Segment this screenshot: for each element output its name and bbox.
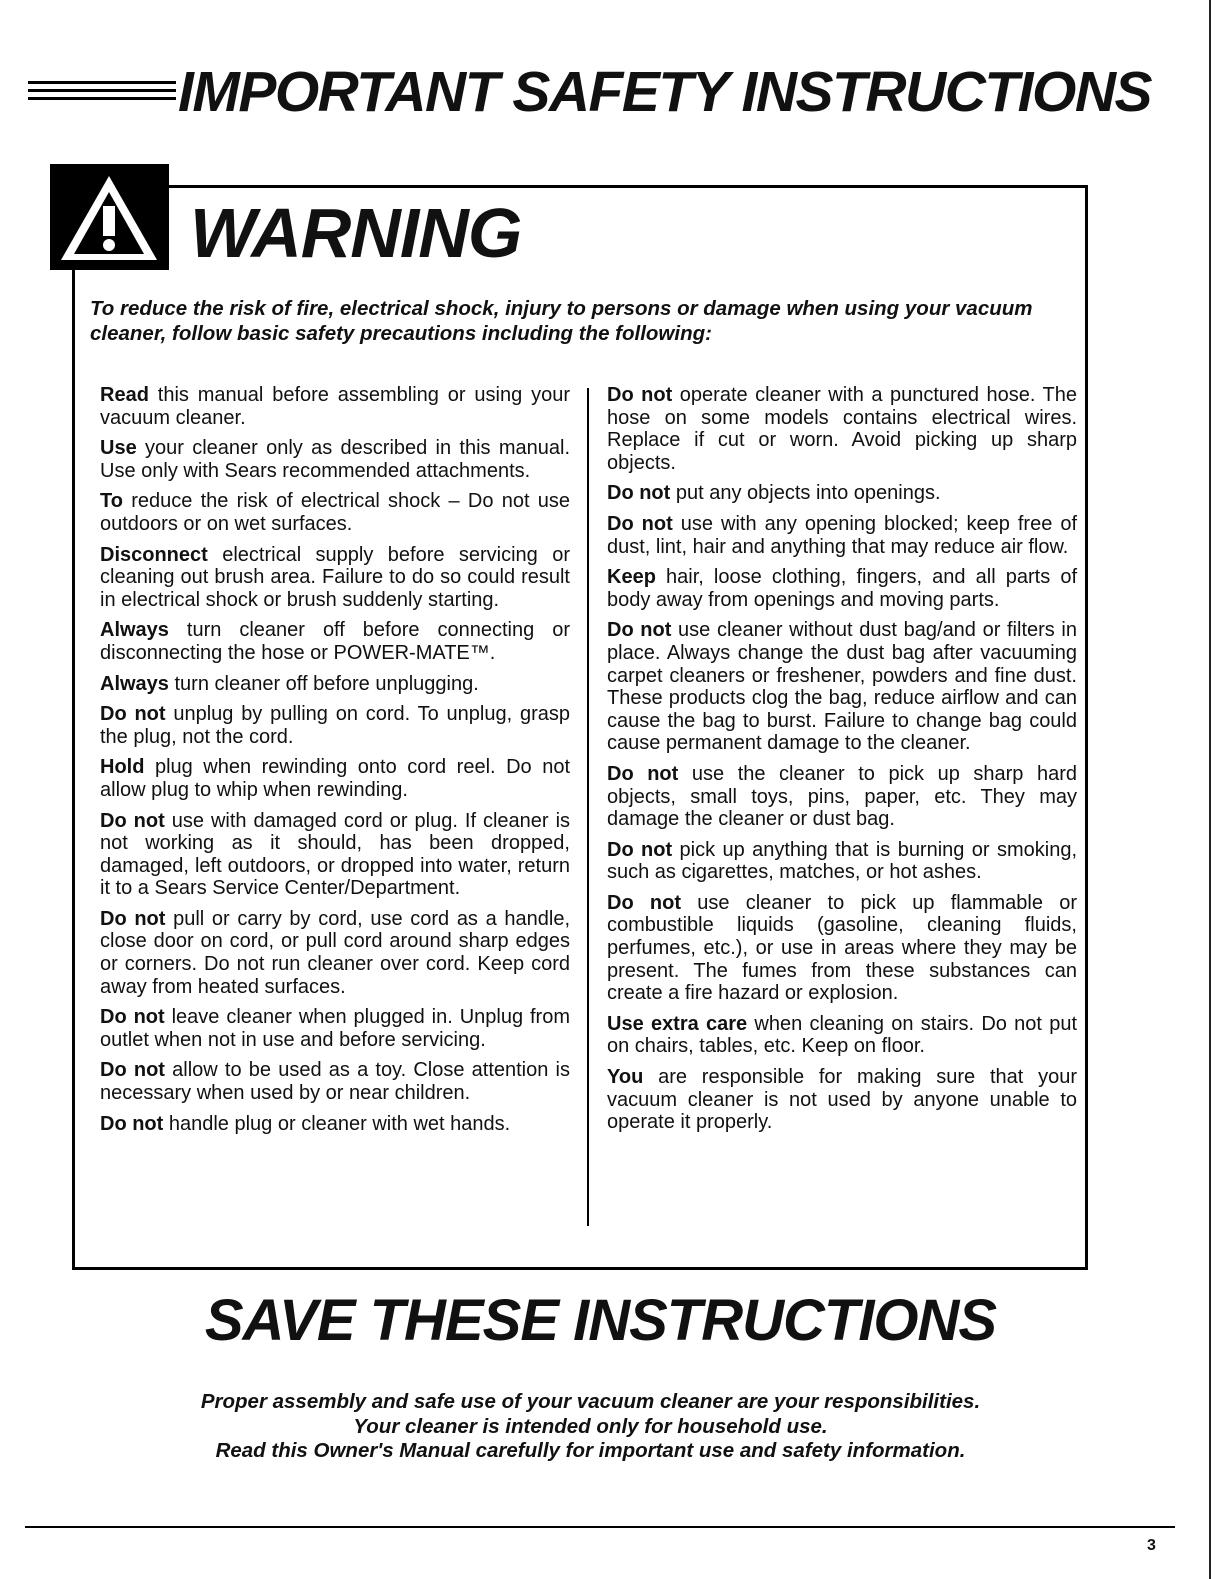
header-rule-lines	[28, 81, 176, 109]
page-number: 3	[1147, 1537, 1156, 1554]
instruction-item	[100, 1113, 570, 1136]
instruction-item	[100, 544, 570, 612]
instruction-text: use cleaner to pick up flammable or combustible liquids (gasoline, cleaning fluids, perfumes, etc.), or use in areas where they may be present. The fumes from these substances can create a fire hazard or explosion.	[607, 891, 1077, 1005]
warning-heading: WARNING	[190, 194, 522, 272]
instruction-lead: Do not	[607, 619, 672, 642]
instruction-text: turn cleaner off before connecting or disconnecting the hose or POWER-MATE™.	[100, 619, 570, 664]
instruction-text: pick up anything that is burning or smoking, such as cigarettes, matches, or hot ashes.	[607, 838, 1077, 884]
instruction-item	[100, 810, 570, 900]
instruction-text: handle plug or cleaner with wet hands.	[163, 1112, 511, 1135]
instruction-text: operate cleaner with a punctured hose. The hose on some models contains electrical wires. Replace if cut or worn. Avoid picking up sharp objects.	[607, 384, 1078, 474]
instruction-lead: Do not	[100, 809, 165, 832]
footer-line: Read this Owner's Manual carefully for important use and safety information.	[215, 1439, 966, 1463]
instruction-text: use with damaged cord or plug. If cleaner is not working as it should, has been dropped, damaged, left outdoors, or dropped into water, return it to a Sears Service Center/Department.	[100, 809, 571, 900]
instruction-text: leave cleaner when plugged in. Unplug from outlet when not in use and before servicing.	[100, 1006, 570, 1051]
instruction-item	[100, 703, 570, 748]
instruction-item	[607, 763, 1077, 831]
instruction-text: use with any opening blocked; keep free of dust, lint, hair and anything that may reduce air flow.	[607, 512, 1078, 558]
instruction-item	[607, 892, 1077, 1005]
instruction-text: put any objects into openings.	[670, 482, 941, 505]
instruction-item	[100, 756, 570, 801]
bottom-rule	[25, 1526, 1175, 1528]
instruction-item	[607, 1013, 1077, 1058]
instruction-text: pull or carry by cord, use cord as a handle, close door on cord, or pull cord around sharp edges or corners. Do not run cleaner over cord. Keep cord away from heated surfaces.	[100, 907, 570, 998]
page-edge-line	[1209, 0, 1211, 1579]
instruction-lead: Do not	[100, 703, 166, 726]
warning-intro: To reduce the risk of fire, electrical shock, injury to persons or damage when using your vacuum cleaner, follow basic safety precautions including the following:	[90, 297, 1033, 345]
left-instructions-column	[100, 384, 570, 1143]
instruction-lead: Read	[100, 384, 149, 406]
instruction-text: plug when rewinding onto cord reel. Do not allow plug to whip when rewinding.	[100, 756, 570, 801]
column-divider	[587, 388, 589, 1226]
instruction-lead: Use	[100, 437, 137, 460]
instruction-lead: Do not	[607, 762, 679, 785]
instruction-item	[100, 908, 570, 998]
instruction-text: electrical supply before servicing or cleaning out brush area. Failure to do so could result in electrical shock or brush suddenly starting.	[100, 543, 570, 611]
instruction-text: when cleaning on stairs. Do not put on chairs, tables, etc. Keep on floor.	[607, 1012, 1078, 1058]
instruction-lead: Do not	[607, 891, 681, 914]
footer-line: Proper assembly and safe use of your vacuum cleaner are your responsibilities.	[200, 1390, 981, 1413]
instruction-item	[607, 619, 1077, 755]
instruction-text: use cleaner without dust bag/and or filters in place. Always change the dust bag after vacuuming carpet cleaners or freshener, powders and fine dust. These products clog the bag, reduce airflow and can cause the bag to burst. Failure to change bag could cause permanent damage to the cleaner.	[607, 619, 1077, 755]
instruction-lead: Do not	[607, 512, 673, 535]
instruction-lead: To	[100, 490, 123, 513]
footer-notes	[0, 1390, 1181, 1464]
instruction-lead: Do not	[100, 1006, 165, 1029]
instruction-text: turn cleaner off before unplugging.	[168, 672, 479, 695]
instruction-lead: Do not	[100, 1112, 164, 1135]
instruction-lead: Do not	[100, 907, 166, 930]
instruction-item	[607, 513, 1077, 558]
instruction-item	[607, 566, 1077, 611]
instruction-text: reduce the risk of electrical shock – Do not use outdoors or on wet surfaces.	[100, 490, 570, 535]
instruction-lead: Do not	[607, 384, 673, 406]
instruction-item	[100, 384, 570, 429]
instruction-item	[607, 384, 1077, 474]
page-title: IMPORTANT SAFETY INSTRUCTIONS	[178, 60, 1152, 124]
page-header	[28, 60, 1168, 130]
instruction-item	[100, 1006, 570, 1051]
instruction-lead: Always	[100, 619, 169, 642]
instruction-item	[607, 1066, 1077, 1134]
instruction-lead: Do not	[607, 838, 673, 861]
footer-line: Your cleaner is intended only for household use.	[353, 1414, 828, 1438]
warning-triangle-icon	[58, 172, 161, 264]
instruction-lead: Use extra care	[607, 1012, 748, 1035]
instruction-text: hair, loose clothing, fingers, and all parts of body away from openings and moving parts.	[607, 566, 1077, 611]
instruction-item	[607, 839, 1077, 884]
instruction-item	[100, 673, 570, 696]
instruction-lead: Do not	[607, 482, 671, 505]
instruction-text: are responsible for making sure that your vacuum cleaner is not used by anyone unable to operate it properly.	[607, 1066, 1077, 1134]
instruction-lead: Always	[100, 672, 169, 695]
instruction-lead: Do not	[100, 1059, 165, 1082]
instruction-item	[100, 619, 570, 664]
instruction-item	[100, 1059, 570, 1104]
instruction-lead: Disconnect	[100, 543, 208, 566]
instruction-lead: You	[607, 1066, 644, 1089]
instruction-lead: Keep	[607, 566, 656, 589]
right-instructions-column	[607, 384, 1077, 1142]
instruction-item	[100, 437, 570, 482]
save-instructions-heading: SAVE THESE INSTRUCTIONS	[204, 1288, 997, 1353]
instruction-text: use the cleaner to pick up sharp hard objects, small toys, pins, paper, etc. They may damage the cleaner or dust bag.	[607, 762, 1078, 831]
instruction-lead: Hold	[100, 756, 145, 779]
instruction-text: your cleaner only as described in this manual. Use only with Sears recommended attachments.	[100, 437, 570, 482]
instruction-item	[100, 490, 570, 535]
instruction-text: allow to be used as a toy. Close attention is necessary when used by or near children.	[100, 1059, 571, 1105]
instruction-text: unplug by pulling on cord. To unplug, grasp the plug, not the cord.	[100, 703, 570, 748]
instruction-item	[607, 482, 1077, 505]
warning-icon-block	[50, 164, 169, 270]
instruction-text: this manual before assembling or using your vacuum cleaner.	[100, 384, 570, 429]
